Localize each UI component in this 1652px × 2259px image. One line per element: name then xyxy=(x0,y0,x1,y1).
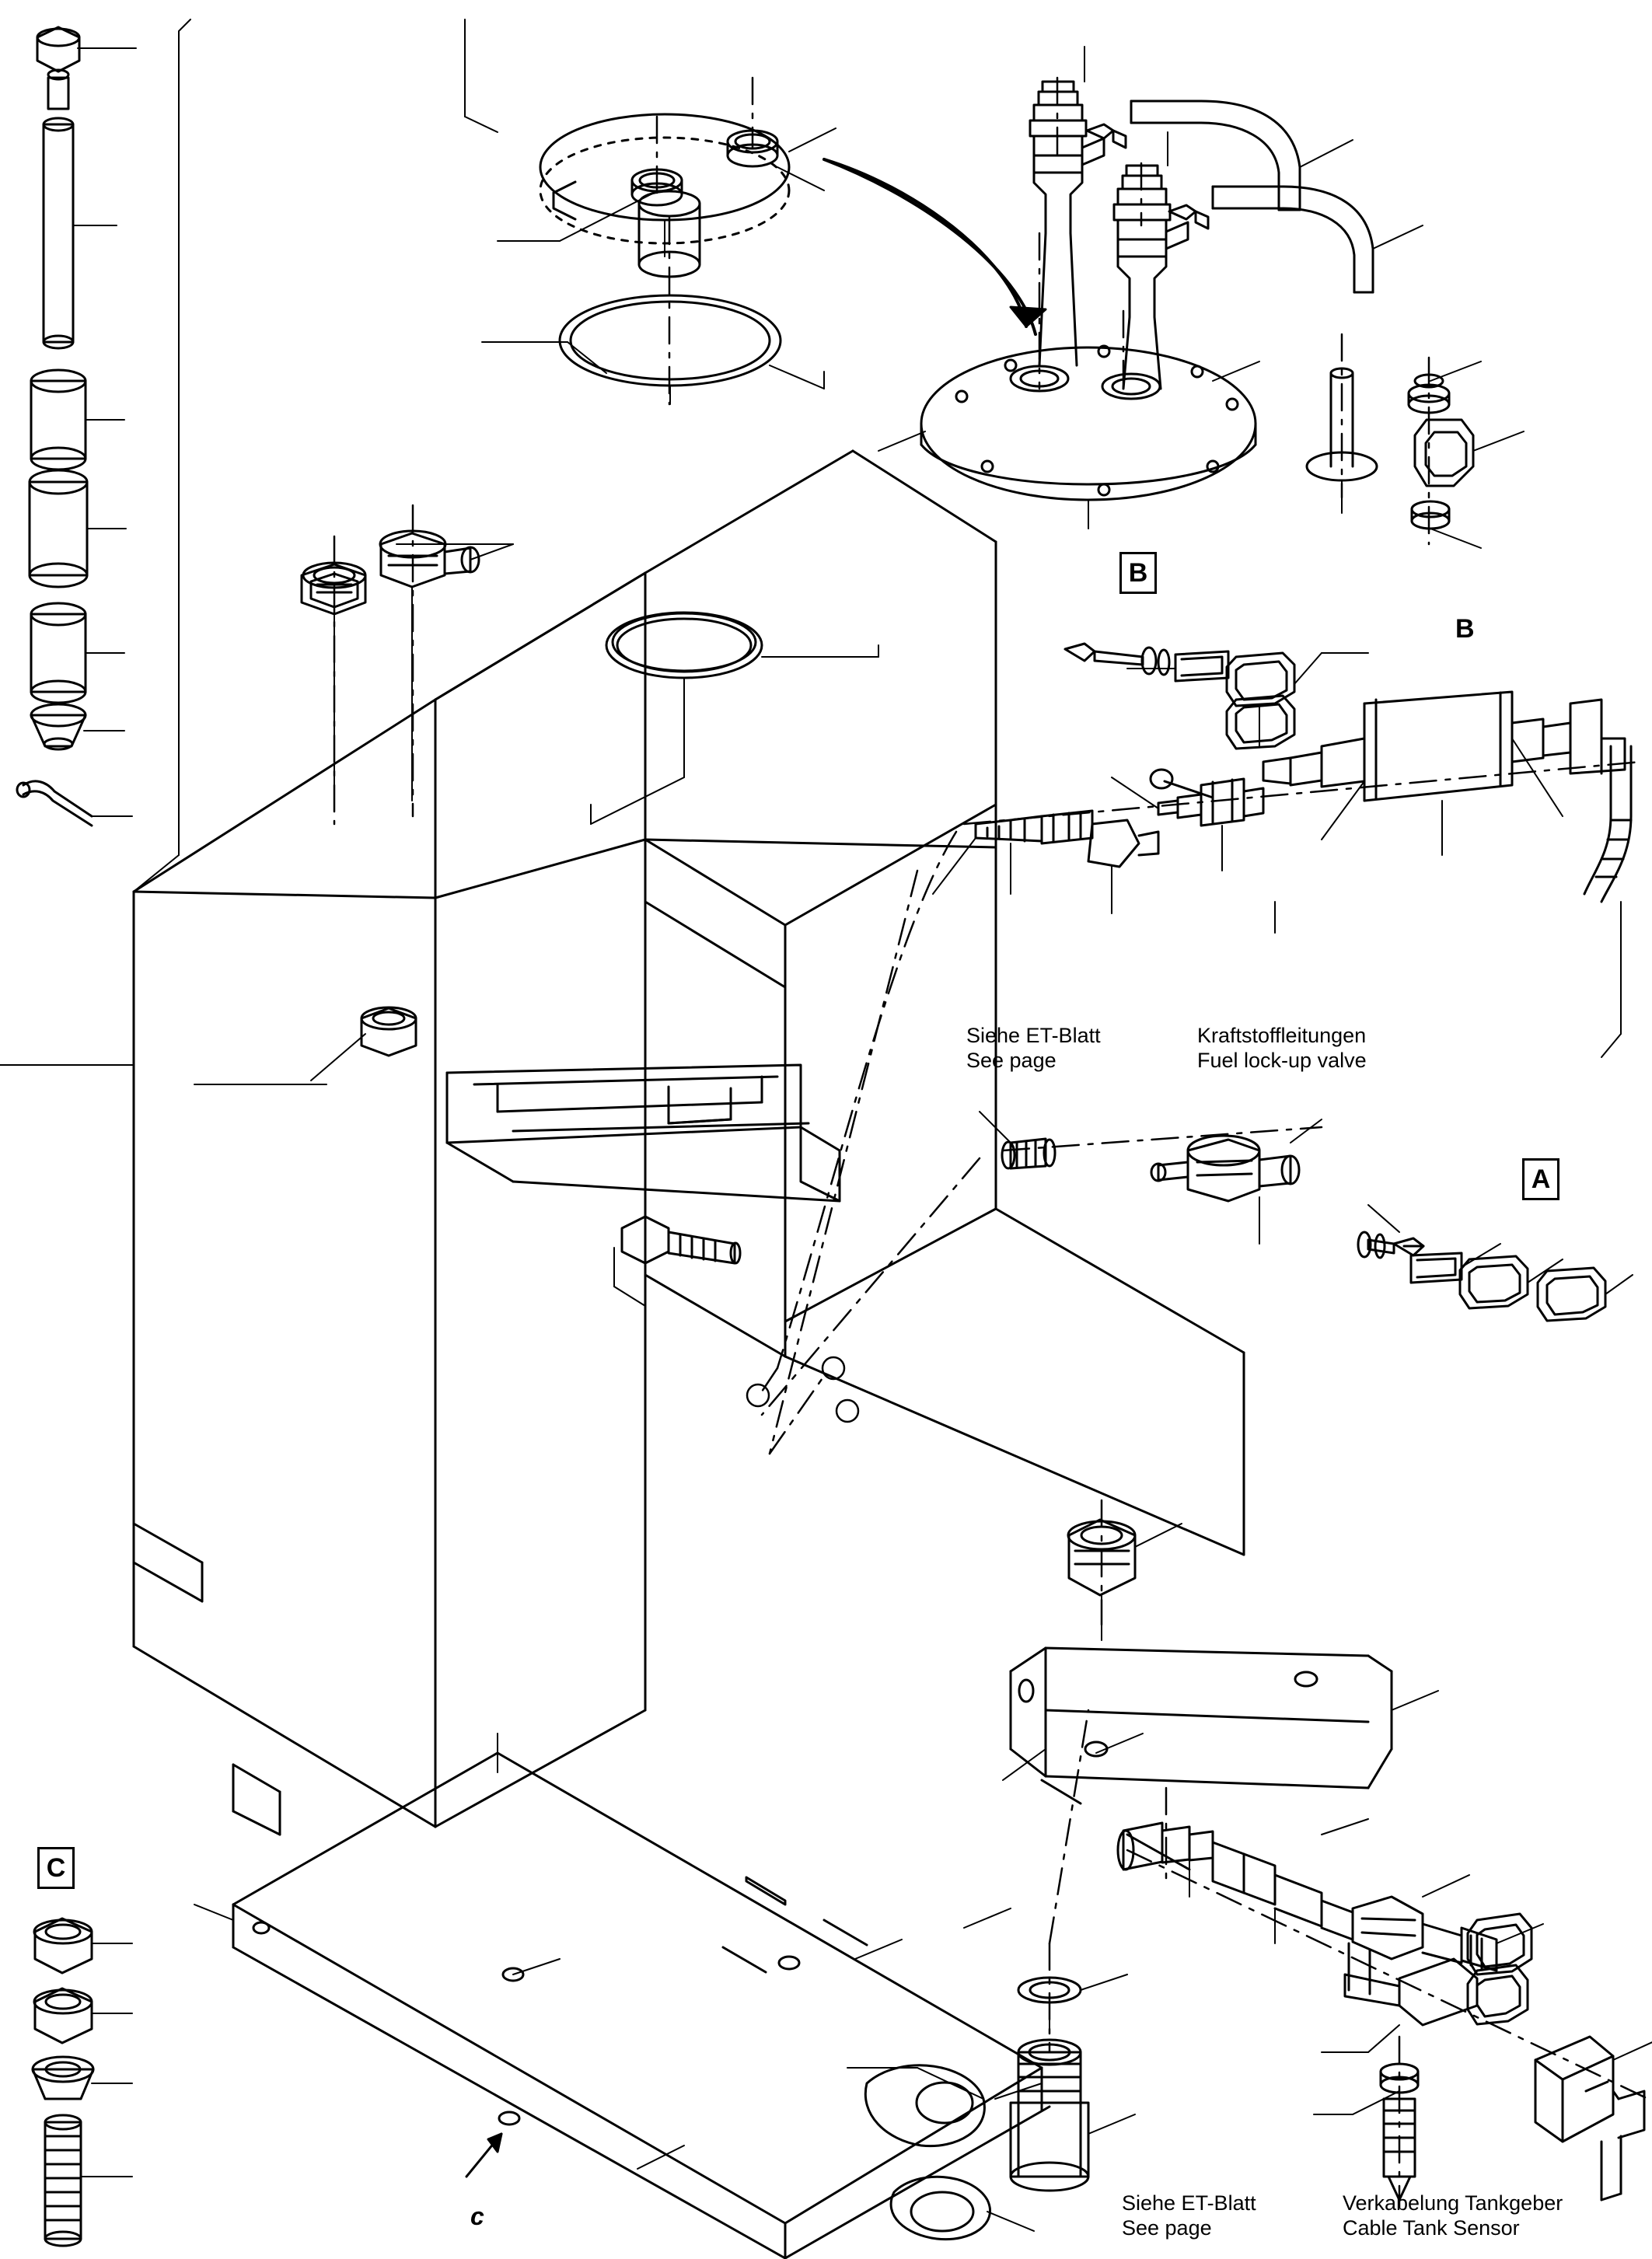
note-cable-tank-sensor-line1-right: Verkabelung Tankgeber xyxy=(1343,2191,1563,2215)
detail-ref-a-boxed: A xyxy=(1522,1158,1559,1200)
note-fuel-lock-up-valve-line1-right: Kraftstoffleitungen xyxy=(1197,1024,1367,1047)
section-arrow-label-c: c xyxy=(470,2202,484,2230)
note-fuel-lock-up-valve-line1-left: Siehe ET-Blatt xyxy=(966,1024,1101,1047)
note-cable-tank-sensor-line2-left: See page xyxy=(1122,2216,1212,2240)
detail-ref-b-boxed: B xyxy=(1119,552,1157,594)
note-fuel-lock-up-valve-line2-right: Fuel lock-up valve xyxy=(1197,1049,1367,1072)
note-fuel-lock-up-valve-line2-left: See page xyxy=(966,1049,1057,1072)
detail-ref-b-plain: B xyxy=(1455,614,1475,644)
detail-ref-c-boxed: C xyxy=(37,1847,75,1889)
note-cable-tank-sensor-line1-left: Siehe ET-Blatt xyxy=(1122,2191,1256,2215)
note-cable-tank-sensor-line2-right: Cable Tank Sensor xyxy=(1343,2216,1520,2240)
